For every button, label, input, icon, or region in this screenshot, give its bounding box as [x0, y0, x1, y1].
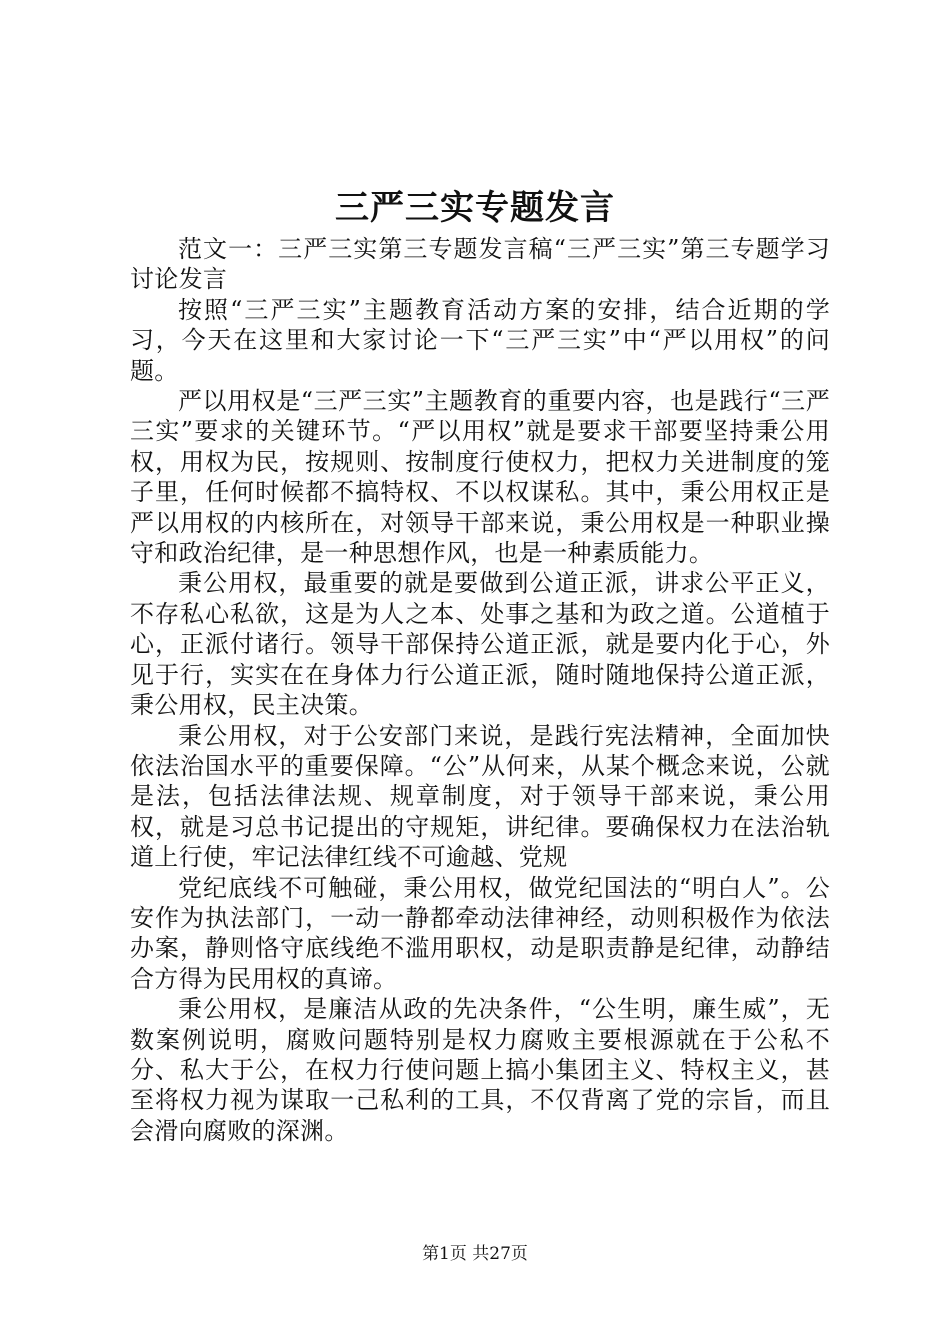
paragraph: 党纪底线不可触碰，秉公用权，做党纪国法的“明白人”。公安作为执法部门，一动一静都牵动法律神经，动则积极作为依法办案，静则恪守底线绝不滥用职权，动是职责静是纪律，动静结合方得为民用权的真谛。 [130, 873, 830, 993]
paragraph: 秉公用权，最重要的就是要做到公道正派，讲求公平正义，不存私心私欲，这是为人之本、处事之基和为政之道。公道植于心，正派付诸行。领导干部保持公道正派，就是要内化于心，外见于行，实实在在身体力行公道正派，随时随地保持公道正派，秉公用权，民主决策。 [130, 569, 830, 720]
document-body [130, 234, 830, 1146]
paragraph: 按照“三严三实”主题教育活动方案的安排，结合近期的学习，今天在这里和大家讨论一下“三严三实”中“严以用权”的问题。 [130, 295, 830, 385]
page-number-footer: 第1页 共27页 [422, 1244, 528, 1264]
paragraph: 严以用权是“三严三实”主题教育的重要内容，也是践行“三严三实”要求的关键环节。“严以用权”就是要求干部要坚持秉公用权，用权为民，按规则、按制度行使权力，把权力关进制度的笼子里，任何时候都不搞特权、不以权谋私。其中，秉公用权正是严以用权的内核所在，对领导干部来说，秉公用权是一种职业操守和政治纪律，是一种思想作风，也是一种素质能力。 [130, 387, 830, 568]
paragraph: 秉公用权，是廉洁从政的先决条件，“公生明，廉生威”，无数案例说明，腐败问题特别是权力腐败主要根源就在于公私不分、私大于公，在权力行使问题上搞小集团主义、特权主义，甚至将权力视为谋取一己私利的工具，不仅背离了党的宗旨，而且会滑向腐败的深渊。 [130, 995, 830, 1145]
paragraph: 秉公用权，对于公安部门来说，是践行宪法精神，全面加快依法治国水平的重要保障。“公”从何来，从某个概念来说，公就是法，包括法律法规、规章制度，对于领导干部来说，秉公用权，就是习总书记提出的守规矩，讲纪律。要确保权力在法治轨道上行使，牢记法律红线不可逾越、党规 [130, 721, 830, 872]
paragraph: 范文一：三严三实第三专题发言稿“三严三实”第三专题学习讨论发言 [130, 235, 830, 294]
document-title: 三严三实专题发言 [335, 188, 615, 228]
